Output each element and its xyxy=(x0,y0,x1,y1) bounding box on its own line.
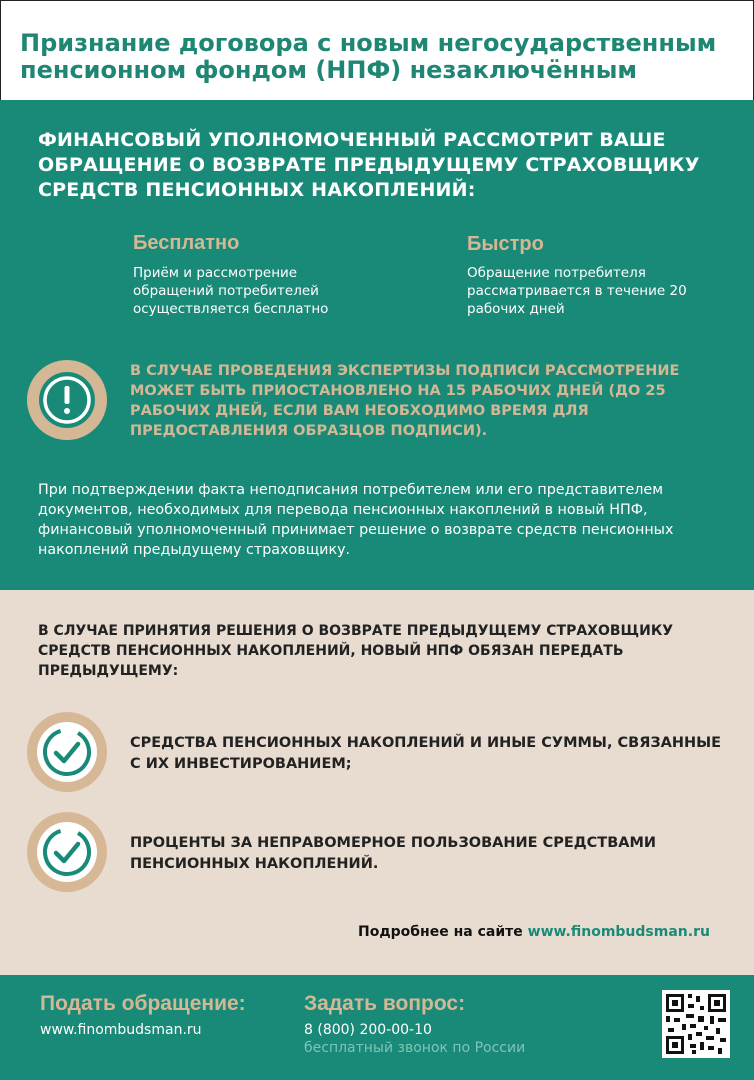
phone-number[interactable]: 8 (800) 200-00-10 xyxy=(304,1022,432,1038)
fast-title: Быстро xyxy=(467,233,544,255)
beige-heading: В СЛУЧАЕ ПРИНЯТИЯ РЕШЕНИЯ О ВОЗВРАТЕ ПРЕДЫДУЩЕМУ СТРАХОВЩИКУ СРЕДСТВ ПЕНСИОННЫХ НАКОПЛЕНИЙ, НОВЫЙ НПФ ОБЯЗАН ПЕРЕДАТЬ ПРЕДЫДУЩЕМУ: xyxy=(38,623,674,679)
free-text: Приём и рассмотрение обращений потребителей осуществляется бесплатно xyxy=(133,265,329,317)
exclamation-circle-icon xyxy=(27,360,107,440)
page-title: Признание договора с новым негосударственным пенсионном фондом (НПФ) незаключённым xyxy=(20,29,717,84)
check-circle-icon xyxy=(27,712,107,792)
warning-text: В СЛУЧАЕ ПРОВЕДЕНИЯ ЭКСПЕРТИЗЫ ПОДПИСИ РАССМОТРЕНИЕ МОЖЕТ БЫТЬ ПРИОСТАНОВЛЕНО НА 15 РАБОЧИХ ДНЕЙ (ДО 25 РАБОЧИХ ДНЕЙ, ЕСЛИ ВАМ НЕОБХОДИМО ВРЕМЯ ДЛЯ ПРЕДОСТАВЛЕНИЯ ОБРАЗЦОВ ПОДПИСИ). xyxy=(130,363,680,439)
green-heading: ФИНАНСОВЫЙ УПОЛНОМОЧЕННЫЙ РАССМОТРИТ ВАШЕ ОБРАЩЕНИЕ О ВОЗВРАТЕ ПРЕДЫДУЩЕМУ СТРАХОВЩИКУ СРЕДСТВ ПЕНСИОННЫХ НАКОПЛЕНИЙ: xyxy=(38,129,700,201)
ask-title: Задать вопрос: xyxy=(304,992,466,1015)
list-item-1: СРЕДСТВА ПЕНСИОННЫХ НАКОПЛЕНИЙ И ИНЫЕ СУММЫ, СВЯЗАННЫЕ С ИХ ИНВЕСТИРОВАНИЕМ; xyxy=(130,735,722,772)
free-title: Бесплатно xyxy=(133,232,240,254)
more-info xyxy=(358,924,710,940)
green-paragraph: При подтверждении факта неподписания потребителем или его представителем документов, необходимых для перевода пенсионных накоплений в новый НПФ, финансовый уполномоченный принимает решение о возврате средств пенсионных накоплений предыдущему страховщику. xyxy=(38,482,674,558)
qr-code xyxy=(662,990,730,1058)
phone-note: бесплатный звонок по России xyxy=(304,1040,526,1056)
list-item-2: ПРОЦЕНТЫ ЗА НЕПРАВОМЕРНОЕ ПОЛЬЗОВАНИЕ СРЕДСТВАМИ ПЕНСИОННЫХ НАКОПЛЕНИЙ. xyxy=(130,835,657,872)
more-label: Подробнее на сайте xyxy=(358,924,523,940)
submit-title: Подать обращение: xyxy=(40,992,246,1015)
fast-text: Обращение потребителя рассматривается в течение 20 рабочих дней xyxy=(467,265,687,317)
submit-link[interactable]: www.finombudsman.ru xyxy=(40,1022,202,1038)
website-link[interactable]: www.finombudsman.ru xyxy=(527,924,710,940)
check-circle-icon xyxy=(27,812,107,892)
